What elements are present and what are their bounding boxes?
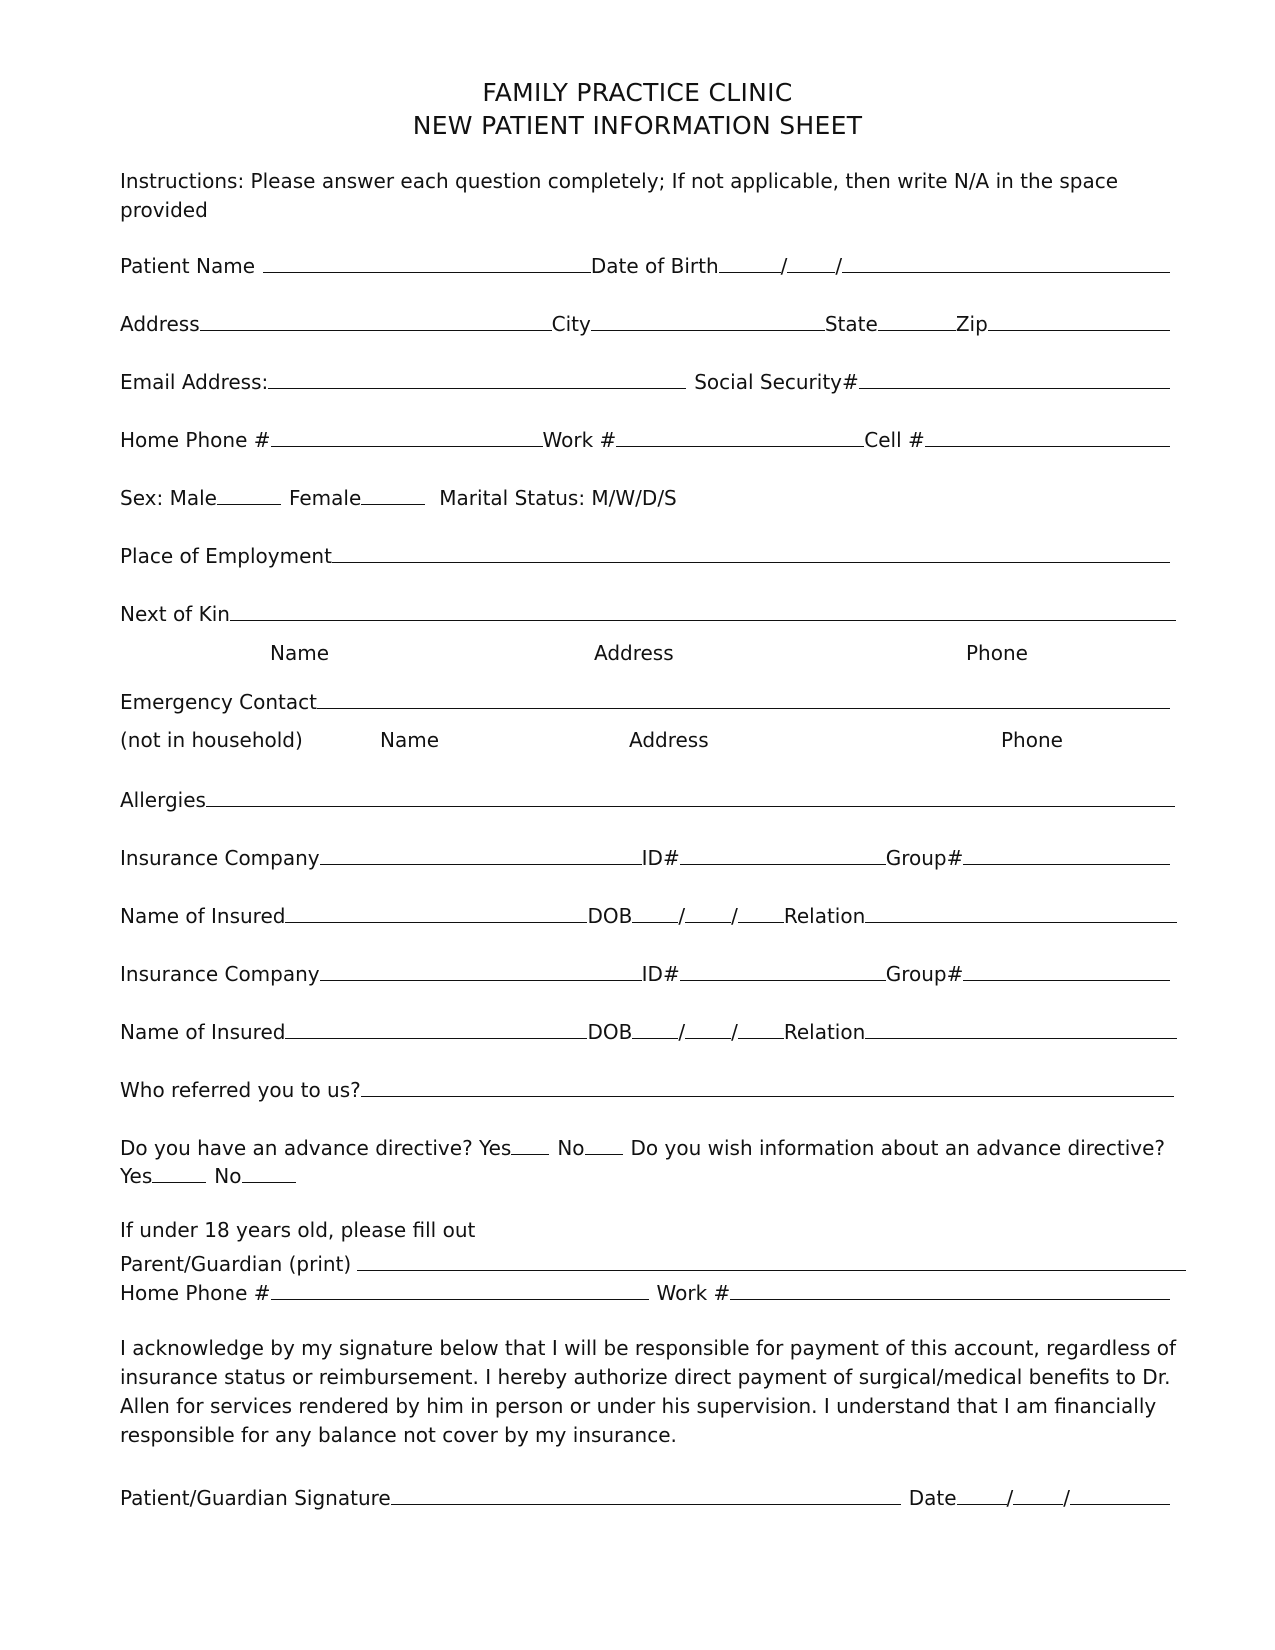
referral-label: Who referred you to us? [120, 1078, 361, 1102]
advance-info-question: Do you wish information about an advance directive? [630, 1136, 1166, 1160]
female-field[interactable] [361, 504, 425, 505]
allergies-label: Allergies [120, 788, 206, 812]
insured-dob-slash: / [678, 904, 686, 928]
relation-label: Relation [783, 1020, 866, 1044]
info-no-field[interactable] [242, 1182, 296, 1183]
work-phone-field[interactable] [616, 446, 864, 447]
email-label: Email Address: [120, 370, 269, 394]
state-label: State [824, 312, 878, 336]
work-phone-label: Work # [542, 428, 617, 452]
name-of-insured-field[interactable] [285, 922, 587, 923]
insured-dob-label: DOB [587, 904, 633, 928]
under-18-note: If under 18 years old, please fill out [120, 1218, 476, 1242]
employment-label: Place of Employment [120, 544, 332, 568]
info-yes-field[interactable] [152, 1182, 206, 1183]
male-field[interactable] [217, 504, 281, 505]
insurance-id-label: ID# [641, 962, 680, 986]
kin-name-caption: Name [270, 641, 330, 665]
advance-no-label: No [557, 1136, 585, 1160]
patient-name-label: Patient Name [120, 254, 255, 278]
ssn-label: Social Security# [694, 370, 859, 394]
insurance-group-label: Group# [885, 962, 964, 986]
insurance-company-label: Insurance Company [120, 846, 320, 870]
insurance-id-field[interactable] [680, 864, 886, 865]
kin-phone-caption: Phone [966, 641, 1028, 665]
advance-no-field[interactable] [585, 1154, 623, 1155]
emergency-phone-caption: Phone [1001, 728, 1063, 752]
email-field[interactable] [268, 388, 686, 389]
phone-row [120, 420, 1170, 452]
advance-info-row [120, 1156, 420, 1188]
referral-row [120, 1070, 1174, 1102]
insured-dob-year-field[interactable] [738, 1038, 784, 1039]
insurance-group-label: Group# [885, 846, 964, 870]
emergency-contact-label: Emergency Contact [120, 690, 317, 714]
cell-phone-label: Cell # [864, 428, 925, 452]
relation-field[interactable] [865, 1038, 1177, 1039]
emergency-name-caption: Name [380, 728, 440, 752]
insured-dob-year-field[interactable] [738, 922, 784, 923]
guardian-work-label: Work # [656, 1281, 731, 1305]
guardian-home-phone-label: Home Phone # [120, 1281, 271, 1305]
cell-phone-field[interactable] [925, 446, 1170, 447]
insurance-id-label: ID# [641, 846, 680, 870]
guardian-field[interactable] [357, 1270, 1186, 1271]
form-title: NEW PATIENT INFORMATION SHEET [412, 111, 863, 140]
address-label: Address [120, 312, 200, 336]
insurance-company-field[interactable] [320, 864, 642, 865]
guardian-row [120, 1244, 1186, 1276]
info-no-label: No [214, 1164, 242, 1188]
emergency-contact-field[interactable] [317, 708, 1170, 709]
advance-directive-question: Do you have an advance directive? Yes [120, 1136, 512, 1160]
employment-row [120, 536, 1170, 568]
city-label: City [551, 312, 591, 336]
insurance-company-label: Insurance Company [120, 962, 320, 986]
insured-dob-label: DOB [587, 1020, 633, 1044]
relation-label: Relation [783, 904, 866, 928]
clinic-name: FAMILY PRACTICE CLINIC [482, 78, 793, 107]
email-row [120, 362, 1170, 394]
guardian-label: Parent/Guardian (print) [120, 1252, 352, 1276]
sex-marital-row [120, 478, 1170, 510]
employment-field[interactable] [332, 562, 1170, 563]
signature-date-year-field[interactable] [1070, 1504, 1170, 1505]
not-in-household-caption: (not in household) [120, 728, 303, 752]
signature-field[interactable] [391, 1504, 901, 1505]
emergency-contact-row [120, 682, 1170, 714]
insurance-row-2 [120, 954, 1170, 986]
allergies-field[interactable] [206, 806, 1175, 807]
insured-dob-slash: / [731, 904, 738, 928]
signature-row [120, 1478, 1170, 1510]
guardian-phone-row [120, 1273, 1170, 1305]
signature-date-day-field[interactable] [1013, 1504, 1063, 1505]
dob-slash: / [835, 254, 843, 278]
patient-name-field[interactable] [263, 272, 591, 273]
dob-label: Date of Birth [590, 254, 719, 278]
city-field[interactable] [591, 330, 825, 331]
ssn-field[interactable] [859, 388, 1170, 389]
female-label: Female [288, 486, 362, 510]
signature-date-slash: / [1063, 1486, 1071, 1510]
patient-name-row [120, 246, 1170, 278]
insurance-row-1 [120, 838, 1170, 870]
instructions: Instructions: Please answer each question completely; If not applicable, then write N/A in the space provided [120, 169, 1119, 222]
insurance-id-field[interactable] [680, 980, 886, 981]
advance-yes-field[interactable] [511, 1154, 549, 1155]
insured-dob-month-field[interactable] [632, 922, 678, 923]
address-row [120, 304, 1170, 336]
insured-dob-slash: / [678, 1020, 686, 1044]
insured-row-1 [120, 896, 1177, 928]
dob-year-field[interactable] [842, 272, 1170, 273]
insured-dob-month-field[interactable] [632, 1038, 678, 1039]
insured-row-2 [120, 1012, 1177, 1044]
home-phone-label: Home Phone # [120, 428, 271, 452]
insured-dob-day-field[interactable] [685, 922, 731, 923]
next-of-kin-label: Next of Kin [120, 602, 230, 626]
dob-slash: / [780, 254, 788, 278]
home-phone-field[interactable] [271, 446, 543, 447]
acknowledgement-paragraph: I acknowledge by my signature below that I will be responsible for payment of this account, regardless of insurance status or reimbursement. I hereby authorize direct payment of surgical/medical benefits to Dr. Allen for services rendered by him in person or under his supervision. I understand that I am financially responsible for any balance not cover by my insurance. [120, 1336, 1177, 1447]
signature-date-month-field[interactable] [957, 1504, 1007, 1505]
referral-field[interactable] [361, 1096, 1174, 1097]
signature-date-label: Date [908, 1486, 957, 1510]
next-of-kin-row [120, 594, 1176, 626]
guardian-work-field[interactable] [730, 1299, 1170, 1300]
insured-dob-slash: / [731, 1020, 738, 1044]
dob-month-field[interactable] [719, 272, 781, 273]
insured-dob-day-field[interactable] [685, 1038, 731, 1039]
dob-day-field[interactable] [787, 272, 835, 273]
insurance-group-field[interactable] [963, 864, 1170, 865]
zip-label: Zip [955, 312, 988, 336]
guardian-home-phone-field[interactable] [271, 1299, 649, 1300]
name-of-insured-field[interactable] [285, 1038, 587, 1039]
emergency-address-caption: Address [629, 728, 709, 752]
zip-field[interactable] [988, 330, 1170, 331]
insurance-group-field[interactable] [963, 980, 1170, 981]
allergies-row [120, 780, 1175, 812]
relation-field[interactable] [865, 922, 1177, 923]
info-yes-label: Yes [120, 1164, 153, 1188]
state-field[interactable] [878, 330, 956, 331]
marital-status-label: Marital Status: M/W/D/S [439, 486, 677, 510]
next-of-kin-field[interactable] [230, 620, 1176, 621]
kin-address-caption: Address [594, 641, 674, 665]
name-of-insured-label: Name of Insured [120, 904, 286, 928]
signature-date-slash: / [1006, 1486, 1014, 1510]
address-field[interactable] [200, 330, 552, 331]
name-of-insured-label: Name of Insured [120, 1020, 286, 1044]
signature-label: Patient/Guardian Signature [120, 1486, 391, 1510]
insurance-company-field[interactable] [320, 980, 642, 981]
sex-male-label: Sex: Male [120, 486, 217, 510]
